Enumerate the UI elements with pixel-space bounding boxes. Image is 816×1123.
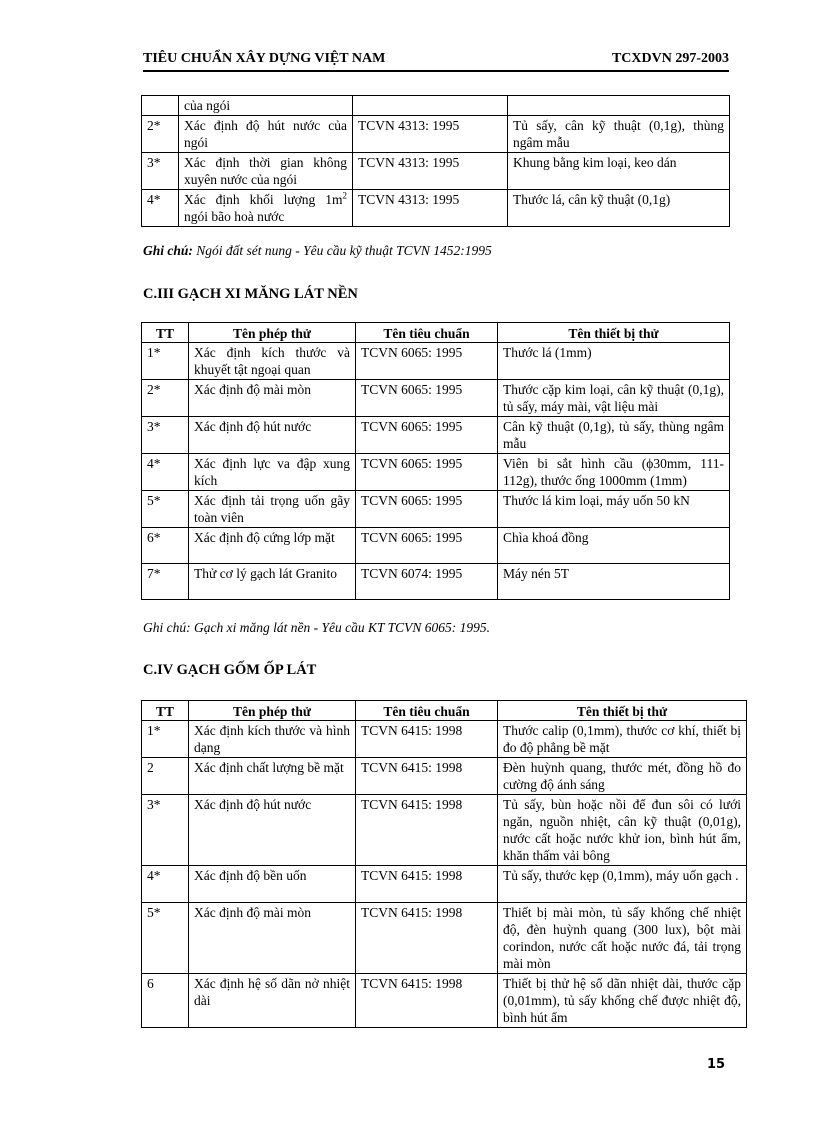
table-row <box>142 116 730 153</box>
cell-standard: TCVN 6415: 1998 <box>356 974 498 1028</box>
table-row <box>142 721 747 758</box>
column-header: TT <box>142 323 189 343</box>
table-row <box>142 758 747 795</box>
cell-standard: TCVN 6415: 1998 <box>356 866 498 903</box>
cell-standard: TCVN 6415: 1998 <box>356 903 498 974</box>
header-title: TIÊU CHUẨN XÂY DỰNG VIỆT NAM <box>143 51 386 66</box>
cell-standard: TCVN 6415: 1998 <box>356 795 498 866</box>
cell-equipment: Thiết bị mài mòn, tủ sấy khống chế nhiệt độ, đèn huỳnh quang (300 lux), bột mài corindon, nước cất hoặc nước đá, tải trọng mài mòn <box>498 903 747 974</box>
table-row <box>142 491 730 528</box>
table-row <box>142 974 747 1028</box>
column-header: TT <box>142 701 189 721</box>
cell-test-name: Xác định độ hút nước <box>189 417 356 454</box>
cell-test-name: của ngói <box>179 96 353 116</box>
test-name-text: Xác định khối lượng 1m <box>184 192 343 207</box>
cell-test-name: Xác định lực va đập xung kích <box>189 454 356 491</box>
cell-standard: TCVN 6065: 1995 <box>356 528 498 564</box>
cell-equipment <box>508 96 730 116</box>
cell-standard <box>353 96 508 116</box>
cell-tt: 3* <box>142 795 189 866</box>
cell-standard: TCVN 6415: 1998 <box>356 758 498 795</box>
cell-tt: 3* <box>142 153 179 190</box>
note-label: Ghi chú: <box>143 243 193 258</box>
note-cement-tiles: Ghi chú: Gạch xi măng lát nền - Yêu cầu KT TCVN 6065: 1995. <box>143 620 490 635</box>
superscript: 2 <box>342 190 347 201</box>
column-header: Tên thiết bị thử <box>498 323 730 343</box>
cell-test-name: Xác định độ cứng lớp mặt <box>189 528 356 564</box>
column-header: Tên phép thử <box>189 701 356 721</box>
cell-standard: TCVN 6074: 1995 <box>356 564 498 600</box>
page-number: 15 <box>707 1057 726 1072</box>
table-row <box>142 343 730 380</box>
note-roof-tiles <box>143 243 492 259</box>
cell-standard: TCVN 4313: 1995 <box>353 190 508 227</box>
cell-test-name: Xác định độ bền uốn <box>189 866 356 903</box>
table-row <box>142 795 747 866</box>
table-cement-floor-tiles <box>141 322 730 600</box>
cell-test-name: Xác định độ mài mòn <box>189 380 356 417</box>
cell-test-name: Xác định kích thước và hình dạng <box>189 721 356 758</box>
cell-standard: TCVN 4313: 1995 <box>353 153 508 190</box>
table-row <box>142 417 730 454</box>
cell-standard: TCVN 6065: 1995 <box>356 417 498 454</box>
cell-test-name: Xác định kích thước và khuyết tật ngoại quan <box>189 343 356 380</box>
cell-standard: TCVN 6065: 1995 <box>356 343 498 380</box>
section-title-c4: C.IV GẠCH GỐM ỐP LÁT <box>143 662 317 678</box>
table-row <box>142 454 730 491</box>
cell-equipment: Máy nén 5T <box>498 564 730 600</box>
cell-tt: 5* <box>142 491 189 528</box>
cell-test-name <box>179 190 353 227</box>
cell-equipment: Tủ sấy, bùn hoặc nồi để đun sôi có lưới ngăn, nguồn nhiệt, cân kỹ thuật (0,01g), nước cất hoặc nước khử ion, bình hút ẩm, khăn thấm vải bông <box>498 795 747 866</box>
header-code: TCXDVN 297-2003 <box>611 51 729 66</box>
cell-test-name: Xác định tải trọng uốn gãy toàn viên <box>189 491 356 528</box>
cell-test-name: Xác định chất lượng bề mặt <box>189 758 356 795</box>
cell-equipment: Chìa khoá đồng <box>498 528 730 564</box>
cell-equipment: Thước cặp kim loại, cân kỹ thuật (0,1g), tủ sấy, máy mài, vật liệu mài <box>498 380 730 417</box>
table-row <box>142 96 730 116</box>
cell-tt: 1* <box>142 343 189 380</box>
cell-equipment: Cân kỹ thuật (0,1g), tủ sấy, thùng ngâm mẫu <box>498 417 730 454</box>
column-header: Tên tiêu chuẩn <box>356 323 498 343</box>
table-row <box>142 564 730 600</box>
cell-tt: 5* <box>142 903 189 974</box>
cell-equipment: Thước lá kim loại, máy uốn 50 kN <box>498 491 730 528</box>
cell-tt: 3* <box>142 417 189 454</box>
cell-tt: 1* <box>142 721 189 758</box>
cell-standard: TCVN 6065: 1995 <box>356 454 498 491</box>
cell-equipment: Đèn huỳnh quang, thước mét, đồng hồ đo cường độ ánh sáng <box>498 758 747 795</box>
table-ceramic-tiles <box>141 700 747 1028</box>
cell-test-name: Thử cơ lý gạch lát Granito <box>189 564 356 600</box>
cell-standard: TCVN 6065: 1995 <box>356 491 498 528</box>
cell-tt: 4* <box>142 190 179 227</box>
cell-tt: 4* <box>142 454 189 491</box>
cell-equipment: Viên bi sắt hình cầu (ϕ30mm, 111-112g), thước ống 1000mm (1mm) <box>498 454 730 491</box>
cell-standard: TCVN 4313: 1995 <box>353 116 508 153</box>
cell-tt: 2* <box>142 380 189 417</box>
table-roof-tiles <box>141 95 730 227</box>
table-row <box>142 903 747 974</box>
table-header-row <box>142 323 730 343</box>
column-header: Tên thiết bị thử <box>498 701 747 721</box>
cell-tt <box>142 96 179 116</box>
table-row <box>142 528 730 564</box>
cell-test-name: Xác định độ hút nước của ngói <box>179 116 353 153</box>
section-title-c3: C.III GẠCH XI MĂNG LÁT NỀN <box>143 286 358 302</box>
cell-tt: 2* <box>142 116 179 153</box>
cell-test-name: Xác định độ mài mòn <box>189 903 356 974</box>
cell-test-name: Xác định thời gian không xuyên nước của ngói <box>179 153 353 190</box>
cell-equipment: Thiết bị thử hệ số dãn nhiệt dài, thước cặp (0,01mm), tủ sấy khống chế được nhiệt độ, bình hút ẩm <box>498 974 747 1028</box>
table-header-row <box>142 701 747 721</box>
column-header: Tên phép thử <box>189 323 356 343</box>
cell-tt: 4* <box>142 866 189 903</box>
cell-equipment: Thước lá, cân kỹ thuật (0,1g) <box>508 190 730 227</box>
table-row <box>142 153 730 190</box>
cell-test-name: Xác định độ hút nước <box>189 795 356 866</box>
cell-tt: 7* <box>142 564 189 600</box>
column-header: Tên tiêu chuẩn <box>356 701 498 721</box>
cell-equipment: Thước calip (0,1mm), thước cơ khí, thiết bị đo độ phẳng bề mặt <box>498 721 747 758</box>
cell-tt: 6 <box>142 974 189 1028</box>
cell-standard: TCVN 6065: 1995 <box>356 380 498 417</box>
cell-standard: TCVN 6415: 1998 <box>356 721 498 758</box>
cell-equipment: Tủ sấy, cân kỹ thuật (0,1g), thùng ngâm mẫu <box>508 116 730 153</box>
cell-tt: 6* <box>142 528 189 564</box>
cell-test-name: Xác định hệ số dãn nở nhiệt dài <box>189 974 356 1028</box>
cell-equipment: Thước lá (1mm) <box>498 343 730 380</box>
cell-equipment: Khung bằng kim loại, keo dán <box>508 153 730 190</box>
page-header <box>143 50 729 72</box>
cell-tt: 2 <box>142 758 189 795</box>
table-row <box>142 866 747 903</box>
test-name-text: ngói bão hoà nước <box>184 209 285 224</box>
table-row <box>142 380 730 417</box>
table-row <box>142 190 730 227</box>
cell-equipment: Tủ sấy, thước kẹp (0,1mm), máy uốn gạch . <box>498 866 747 903</box>
note-text: Ngói đất sét nung - Yêu cầu kỹ thuật TCVN 1452:1995 <box>192 243 492 258</box>
